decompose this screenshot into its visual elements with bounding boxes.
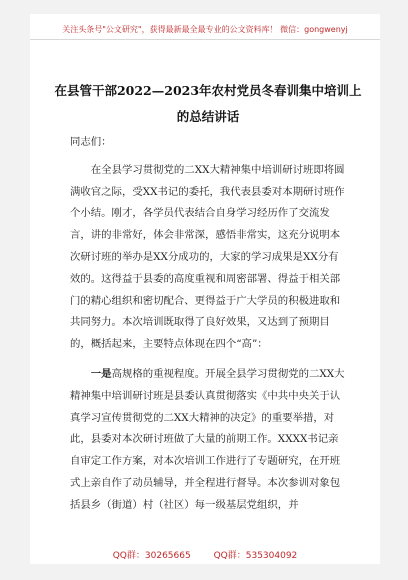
header-promo-note: 关注头条号"公文研究"，获得最新最全最专业的公文资料库！ 微信：gongwenyj (30, 24, 380, 40)
paragraph-2 (70, 364, 346, 517)
footer-qq-group-1: QQ群：30265665 (112, 551, 191, 561)
paragraph-1: 在全县学习贯彻党的二XX大精神集中培训研讨班即将圆满收官之际，受XX书记的委托，我代表县委对本期研讨班作个小结。刚才，各学员代表结合自身学习经历作了交流发言，讲的非常好，体会非常深，感悟非常实，这充分说明本次研讨班的举办是XX分成功的，大家的学习成果是XX分有效的。这得益于县委的高度重视和周密部署、得益于相关部门的精心组织和密切配合、更得益于广大学员的积极进取和共同努力。本次培训既取得了良好效果，又达到了预期目的，概括起来，主要特点体现在四个“高”： (70, 163, 345, 351)
document-body (70, 132, 346, 517)
salutation: 同志们： (70, 136, 112, 148)
footer-qq-group-2: QQ群：535304092 (213, 551, 298, 561)
footer-qq-groups (30, 548, 380, 561)
document-title: 在县管干部2022—2023年农村党员冬春训集中培训上的总结讲话 (54, 83, 362, 124)
paragraph-2-text: 高规格的重视程度。开展全县学习贯彻党的二XX大精神集中培训研讨班是县委认真贯彻落实《中共中央关于认真学习宣传贯彻党的二XX大精神的决定》的重要举措，对此，县委对本次研讨班做了大量的前期工作。XXXX书记亲自审定工作方案，对本次培训工作进行了专题研究，在开班式上亲自作了动员辅导，并全程进行督导。本次参训对象包括县乡（街道）村（社区）每一级基层党组织，并 (70, 367, 345, 511)
paragraph-2-lead: 一是 (90, 367, 112, 380)
document-page (30, 14, 380, 564)
